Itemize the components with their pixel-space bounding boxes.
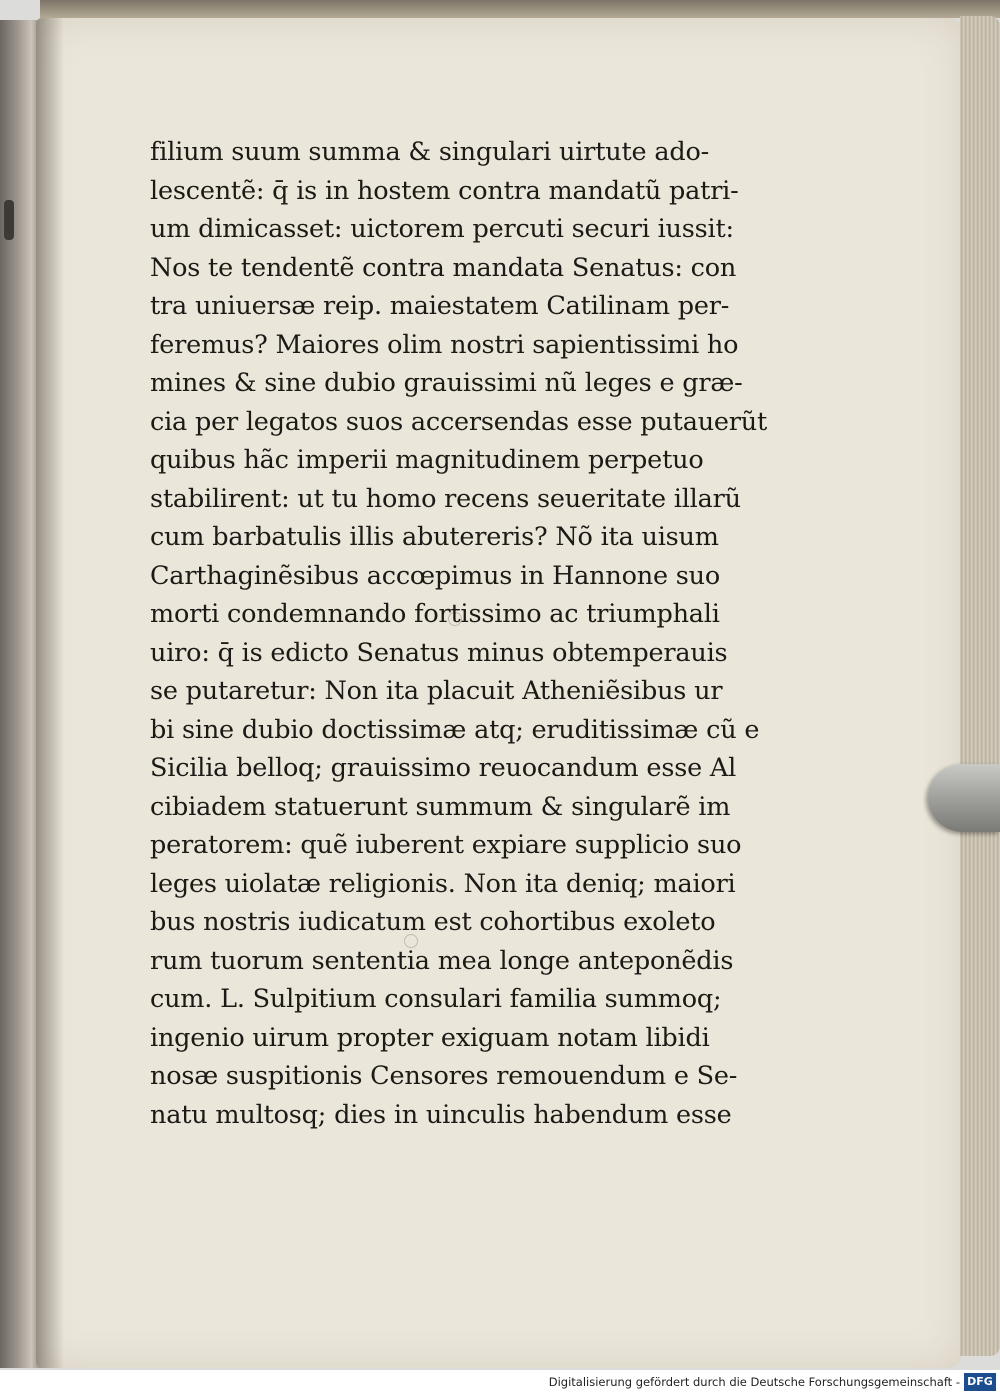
page-side-edges	[960, 16, 1000, 1356]
text-line: tra uniuersæ reip. maiestatem Catilinam per-	[150, 291, 730, 321]
text-line: stabilirent: ut tu homo recens seueritate illarũ	[150, 483, 741, 514]
gutter-shadow	[36, 18, 64, 1368]
footer-bar	[0, 1370, 1000, 1396]
text-line: morti condemnando fortissimo ac triumphali	[150, 599, 720, 629]
text-line: bus nostris iudicatum est cohortibus exoleto	[150, 907, 716, 937]
text-line: quibus hãc imperii magnitudinem perpetuo	[150, 445, 704, 475]
funding-credit: Digitalisierung gefördert durch die Deutsche Forschungsgemeinschaft -	[548, 1375, 960, 1389]
text-line: cibiadem statuerunt summum & singularẽ im	[150, 791, 731, 822]
dfg-logo: DFG	[964, 1373, 996, 1391]
text-line: mines & sine dubio grauissimi nũ leges e græ-	[150, 368, 743, 398]
page-top-edges	[40, 0, 1000, 18]
text-line: ingenio uirum propter exiguam notam libidi	[150, 1022, 710, 1053]
text-line: filium suum summa & singulari uirtute ado-	[150, 137, 710, 167]
text-line: um dimicasset: uictorem percuti securi iussit:	[150, 214, 734, 244]
text-line: cum barbatulis illis abutereris? Nõ ita uisum	[150, 522, 719, 552]
text-line: feremus? Maiores olim nostri sapientissimi ho	[150, 329, 739, 360]
text-line: Nos te tendentẽ contra mandata Senatus: con	[150, 252, 737, 283]
text-line: se putaretur: Non ita placuit Atheniẽsibus ur	[150, 676, 723, 706]
left-leaf-mark	[4, 200, 14, 240]
text-line: rum tuorum sententia mea longe anteponẽdis	[150, 945, 734, 976]
text-line: cum. L. Sulpitium consulari familia summoq;	[150, 984, 722, 1014]
text-line: Carthaginẽsibus accœpimus in Hannone suo	[150, 560, 721, 591]
page-clip	[928, 764, 1000, 832]
text-line: lescentẽ: q̄ is in hostem contra mandatũ patri-	[150, 175, 739, 206]
text-line: bi sine dubio doctissimæ atq; eruditissimæ cũ e	[150, 714, 760, 745]
text-line: nosæ suspitionis Censores remouendum e Se-	[150, 1061, 738, 1091]
printed-text-block	[150, 133, 768, 1134]
text-line: leges uiolatæ religionis. Non ita deniq; maiori	[150, 868, 736, 899]
text-line: peratorem: quẽ iuberent expiare supplicio suo	[150, 830, 742, 860]
text-line: uiro: q̄ is edicto Senatus minus obtemperauis	[150, 637, 728, 668]
text-line: Sicilia belloq; grauissimo reuocandum esse Al	[150, 753, 737, 783]
text-line: cia per legatos suos accersendas esse putauerũt	[150, 406, 768, 437]
text-line: natu multosq; dies in uinculis habendum esse	[150, 1099, 732, 1130]
